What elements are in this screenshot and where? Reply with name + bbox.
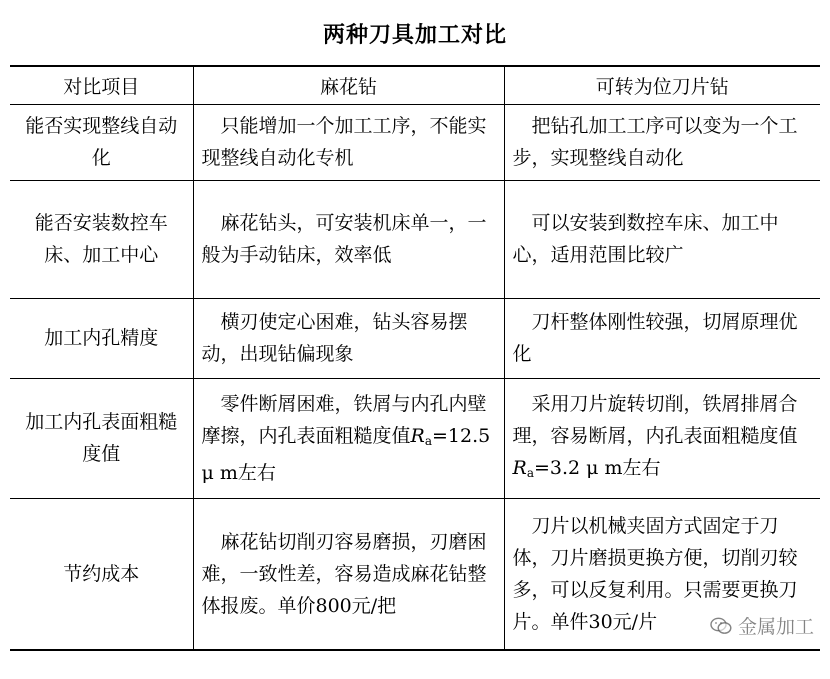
row-item: 加工内孔表面粗糙度值 (10, 378, 193, 498)
table-row (10, 104, 820, 180)
table-header-row (10, 66, 820, 104)
table-row (10, 298, 820, 378)
row-item: 能否实现整线自动化 (10, 104, 193, 180)
row-item: 能否安装数控车床、加工中心 (10, 180, 193, 298)
twist-drill-cell: 横刃使定心困难，钻头容易摆动，出现钻偏现象 (193, 298, 504, 378)
table-row (10, 378, 820, 498)
table-row (10, 180, 820, 298)
header-item: 对比项目 (10, 66, 193, 104)
insert-drill-cell: 刀杆整体刚性较强，切屑原理优化 (504, 298, 820, 378)
wechat-icon (710, 617, 732, 635)
insert-drill-cell: 采用刀片旋转切削，铁屑排屑合理，容易断屑，内孔表面粗糙度值$R_a=3.2$ μ m左右 (504, 378, 820, 498)
header-twist-drill: 麻花钻 (193, 66, 504, 104)
row-item: 加工内孔精度 (10, 298, 193, 378)
watermark (710, 612, 814, 639)
header-insert-drill: 可转为位刀片钻 (504, 66, 820, 104)
insert-drill-cell: 可以安装到数控车床、加工中心，适用范围比较广 (504, 180, 820, 298)
insert-drill-cell: 把钻孔加工工序可以变为一个工步，实现整线自动化 (504, 104, 820, 180)
comparison-table (10, 65, 820, 651)
twist-drill-cell: 麻花钻头，可安装机床单一，一般为手动钻床，效率低 (193, 180, 504, 298)
twist-drill-cell: 只能增加一个加工工序，不能实现整线自动化专机 (193, 104, 504, 180)
insert-drill-cell: 刀片以机械夹固方式固定于刀体，刀片磨损更换方便，切削刃较多，可以反复利用。只需要更换刀片。单件30元/片 (504, 498, 820, 650)
twist-drill-cell: 麻花钻切削刃容易磨损，刃磨困难，一致性差，容易造成麻花钻整体报废。单价800元/把 (193, 498, 504, 650)
table-title: 两种刀具加工对比 (322, 22, 507, 48)
table-row (10, 498, 820, 650)
watermark-text: 金属加工 (737, 616, 814, 638)
twist-drill-cell: 零件断屑困难，铁屑与内孔内壁摩擦，内孔表面粗糙度值$R_a=12.5$ μ m左右 (193, 378, 504, 498)
row-item: 节约成本 (10, 498, 193, 650)
